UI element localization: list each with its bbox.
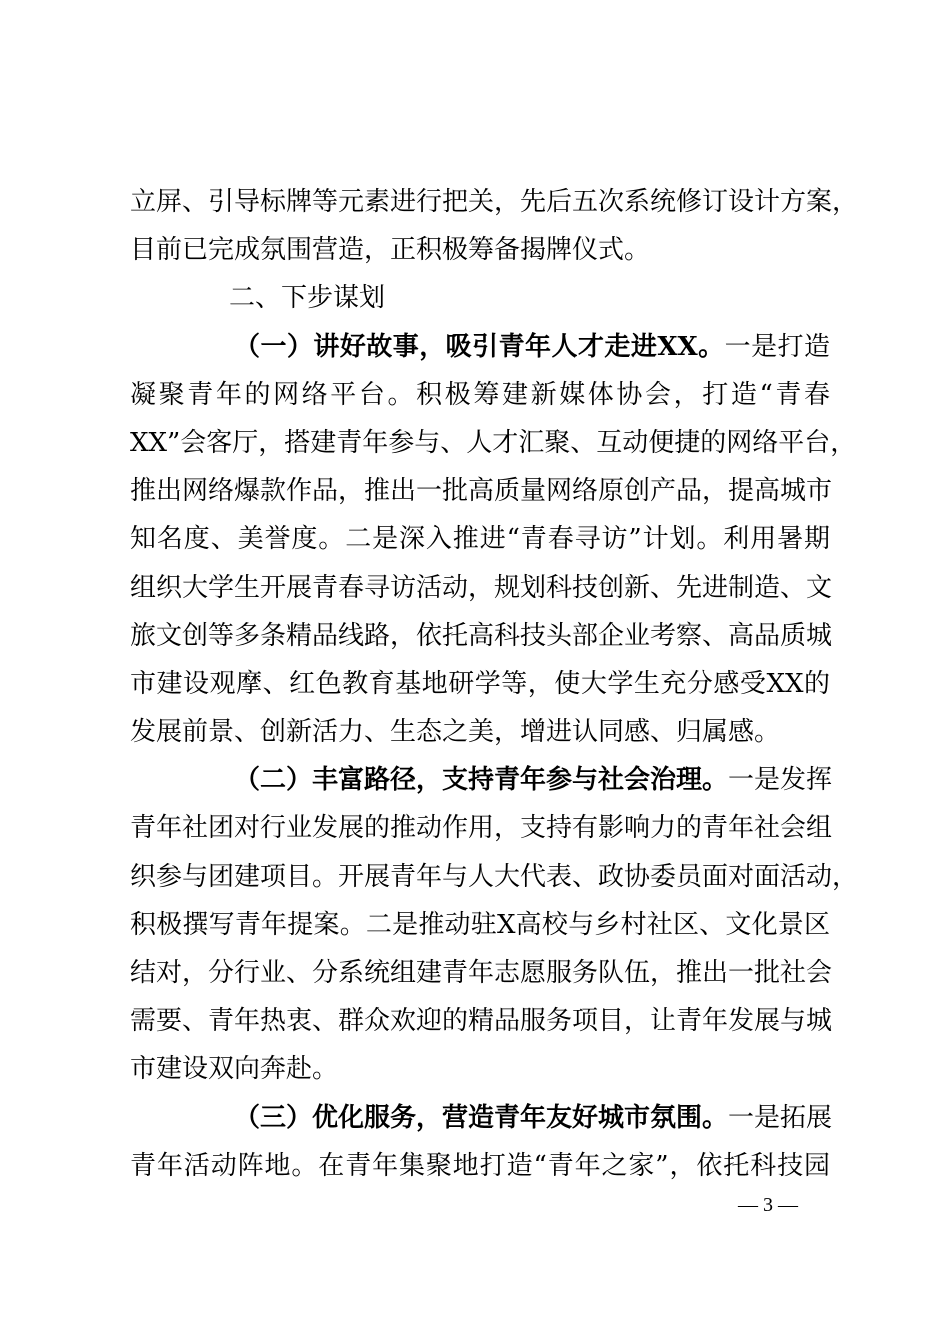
body-line: 目前已完成氛围营造，正积极筹备揭牌仪式。 (130, 235, 651, 266)
body-line: 青年社团对行业发展的推动作用，支持有影响力的青年社会组 (130, 813, 833, 844)
body-line: 青年活动阵地。在青年集聚地打造“青年之家”，依托科技园 (130, 1150, 830, 1181)
body-line: 凝聚青年的网络平台。积极筹建新媒体协会，打造“青春 (130, 379, 830, 410)
body-line: 需要、青年热衷、群众欢迎的精品服务项目，让青年发展与城 (130, 1006, 833, 1037)
section-heading: 二、下步谋划 (229, 283, 386, 314)
body-line: 组织大学生开展青春寻访活动，规划科技创新、先进制造、文 (130, 572, 833, 603)
paragraph-title: （三）优化服务，营造青年友好城市氛围。 (234, 1102, 729, 1133)
document-body (130, 178, 859, 1190)
body-line: XX”会客厅，搭建青年参与、人才汇聚、互动便捷的网络平台， (130, 427, 857, 458)
paragraph-first-line (130, 323, 830, 371)
paragraph-title: （一）讲好故事，吸引青年人才走进XX。 (234, 331, 725, 362)
paragraph-text: 一是发挥 (728, 765, 833, 796)
paragraph-first-line (130, 756, 833, 804)
body-line: 立屏、引导标牌等元素进行把关，先后五次系统修订设计方案， (130, 187, 859, 217)
paragraph-title: （二）丰富路径，支持青年参与社会治理。 (234, 765, 729, 796)
body-line: 织参与团建项目。开展青年与人大代表、政协委员面对面活动， (130, 861, 859, 892)
paragraph-text: 一是打造 (724, 331, 830, 362)
body-line: 旅文创等多条精品线路，依托高科技头部企业考察、高品质城 (130, 620, 833, 651)
body-line: 知名度、美誉度。二是深入推进“青春寻访”计划。利用暑期 (130, 524, 830, 555)
body-line: 发展前景、创新活力、生态之美，增进认同感、归属感。 (130, 717, 781, 748)
body-line: 市建设观摩、红色教育基地研学等，使大学生充分感受XX的 (130, 668, 830, 699)
paragraph-text: 一是拓展 (728, 1102, 833, 1133)
body-line: 推出网络爆款作品，推出一批高质量网络原创产品，提高城市 (130, 476, 833, 507)
page-number: — 3 — (738, 1194, 798, 1216)
body-line: 市建设双向奔赴。 (130, 1054, 339, 1085)
paragraph-first-line (130, 1094, 833, 1142)
body-line: 结对，分行业、分系统组建青年志愿服务队伍，推出一批社会 (130, 958, 833, 988)
body-line: 积极撰写青年提案。二是推动驻X高校与乡村社区、文化景区 (130, 909, 830, 940)
